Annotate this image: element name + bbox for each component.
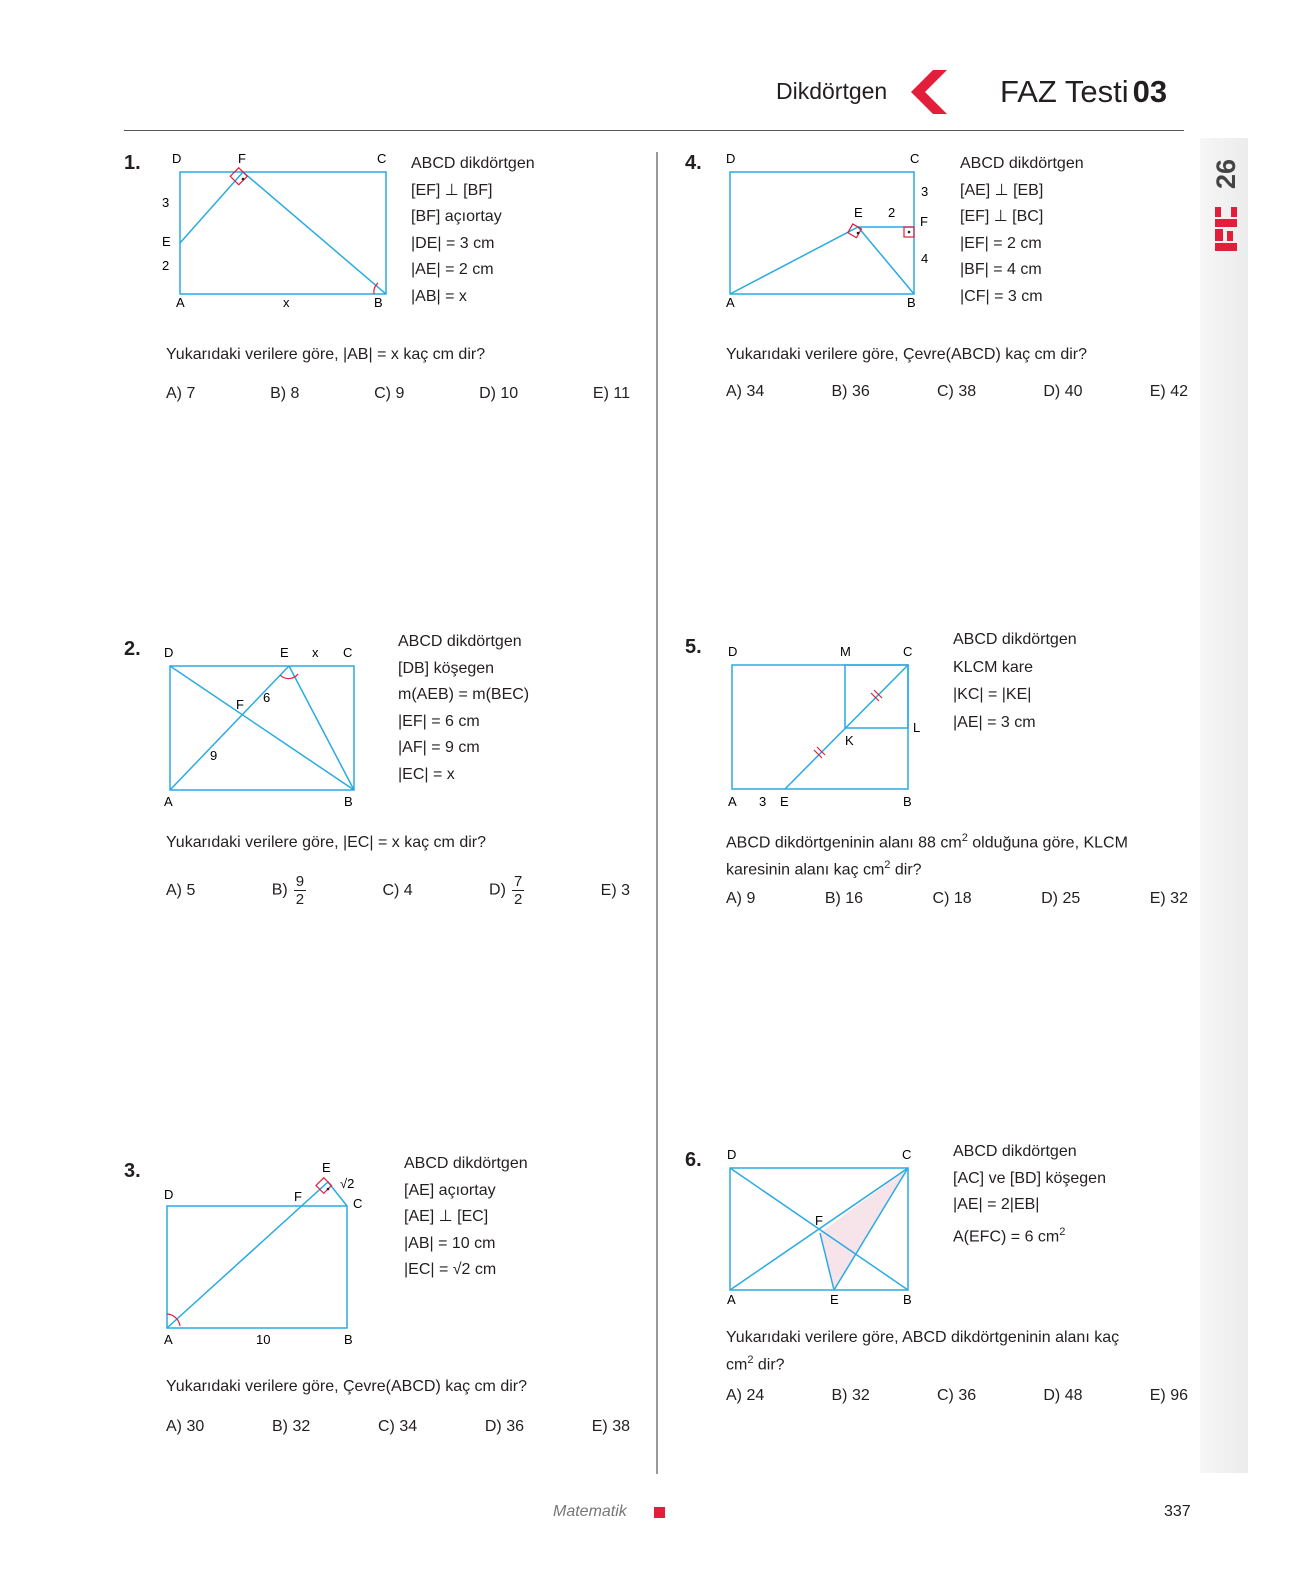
fig-label: D [172, 151, 182, 166]
question-4-options [726, 383, 1188, 401]
option[interactable]: A) 9 [726, 890, 756, 907]
page-number: 337 [1164, 1503, 1191, 1520]
option[interactable]: C) 18 [932, 890, 972, 907]
fig-label: C [910, 151, 920, 166]
option[interactable]: A) 7 [166, 385, 196, 402]
fig-label: C [353, 1196, 363, 1211]
fig-label: A [726, 295, 735, 310]
fig-label: B [903, 1292, 912, 1307]
question-2-figure [150, 636, 390, 811]
fig-label: D [727, 1147, 737, 1162]
question-3-text: Yukarıdaki verilere göre, Çevre(ABCD) kaç cm dir? [166, 1378, 528, 1395]
option[interactable]: B) 8 [270, 385, 300, 402]
fig-label: F [238, 151, 246, 166]
side-tab [1200, 138, 1248, 1473]
question-4-figure [718, 150, 938, 315]
question-number: 1. [124, 152, 141, 174]
fig-label: D [728, 644, 738, 659]
fig-label: x [283, 295, 290, 310]
option[interactable]: B) 16 [824, 890, 864, 907]
fig-label: D [726, 151, 736, 166]
fig-label: B [344, 1332, 353, 1347]
fig-label: E [854, 205, 863, 220]
fig-label: B [344, 794, 353, 809]
fig-label: B [903, 794, 912, 809]
option[interactable]: B) 36 [831, 383, 870, 400]
fraction: $\frac{7}{2}$ [513, 873, 523, 908]
fig-label: A [728, 794, 737, 809]
fig-label: 2 [888, 205, 896, 220]
fig-label: 3 [921, 184, 929, 199]
fig-label: C [377, 151, 387, 166]
option[interactable]: D) 40 [1043, 383, 1083, 400]
fig-label: E [830, 1292, 839, 1307]
question-2-text: Yukarıdaki verilere göre, |EC| = x kaç cm dir? [166, 834, 486, 851]
fig-label: 6 [263, 690, 271, 705]
test-number: 03 [1132, 74, 1168, 109]
option[interactable]: B) $\frac{9}{2}$ [271, 873, 305, 908]
fig-label: E [162, 234, 171, 249]
option[interactable]: C) 38 [937, 383, 977, 400]
fig-label: K [845, 733, 854, 748]
fig-label: F [920, 214, 928, 229]
question-4-text: Yukarıdaki verilere göre, Çevre(ABCD) kaç cm dir? [726, 346, 1088, 363]
fig-label: C [903, 644, 913, 659]
fig-label: A [176, 295, 185, 310]
fig-label: E [280, 645, 289, 660]
fig-label: 3 [759, 794, 767, 809]
option[interactable]: E) 42 [1149, 383, 1188, 400]
fig-label: 2 [162, 258, 170, 273]
question-6-options [726, 1387, 1188, 1405]
fig-label: C [343, 645, 353, 660]
fig-label: 9 [210, 748, 218, 763]
fig-label: x [312, 645, 319, 660]
question-number: 3. [124, 1160, 141, 1182]
option[interactable]: E) 38 [591, 1418, 630, 1435]
option[interactable]: D) $\frac{7}{2}$ [489, 873, 523, 908]
question-2-options [166, 873, 630, 908]
fraction: $\frac{9}{2}$ [295, 873, 305, 908]
fig-label: √2 [340, 1176, 355, 1191]
option[interactable]: D) 48 [1043, 1387, 1083, 1404]
option[interactable]: E) 96 [1149, 1387, 1188, 1404]
question-1-options [166, 385, 630, 403]
option[interactable]: C) 4 [382, 881, 413, 899]
option[interactable]: A) 5 [166, 881, 196, 899]
question-4-given: ABCD dikdörtgen [AE] ⊥ [EB] [EF] ⊥ [BC] |EF| = 2 cm |BF| = 4 cm |CF| = 3 cm [960, 155, 1084, 305]
fig-label: A [727, 1292, 736, 1307]
option[interactable]: B) 32 [831, 1387, 870, 1404]
option[interactable]: A) 30 [166, 1418, 205, 1435]
fig-label: 4 [921, 251, 929, 266]
fig-label: F [815, 1213, 823, 1228]
option[interactable]: D) 10 [479, 385, 519, 402]
option[interactable]: C) 9 [374, 385, 405, 402]
chevron-left-icon [905, 68, 949, 116]
question-number: 4. [685, 152, 702, 174]
fig-label: 3 [162, 195, 170, 210]
fig-label: A [164, 794, 173, 809]
question-5-options [726, 890, 1188, 908]
question-6-given: ABCD dikdörtgen [AC] ve [BD] köşegen |AE| = 2|EB| A(EFC) = 6 $cm^2$ [953, 1143, 1106, 1245]
question-5-text: ABCD dikdörtgeninin alanı 88 $cm^2$ olduğuna göre, KLCM karesinin alanı kaç $cm^2$ dir? [726, 832, 1128, 879]
header-topic: Dikdörtgen [776, 78, 888, 104]
option[interactable]: A) 34 [726, 383, 765, 400]
option[interactable]: D) 25 [1041, 890, 1081, 907]
fig-label: F [236, 697, 244, 712]
fig-label: L [913, 720, 921, 735]
option[interactable]: C) 34 [378, 1418, 418, 1435]
question-3-options [166, 1418, 630, 1436]
fig-label: C [902, 1147, 912, 1162]
option[interactable]: B) 32 [272, 1418, 311, 1435]
option[interactable]: A) 24 [726, 1387, 765, 1404]
column-divider [656, 152, 658, 1474]
side-tab-number: 26 [1210, 158, 1241, 190]
fig-label: E [322, 1160, 331, 1175]
footer-square-icon [654, 1507, 665, 1518]
question-number: 6. [685, 1149, 702, 1171]
fig-label: D [164, 1187, 174, 1202]
fig-label: B [374, 295, 383, 310]
header-test-title: FAZ Testi 03 [1000, 74, 1168, 109]
question-5-figure [718, 636, 938, 811]
option[interactable]: E) 11 [592, 385, 630, 402]
fig-label: F [294, 1189, 302, 1204]
option[interactable]: D) 36 [484, 1418, 524, 1435]
fig-label: M [840, 644, 851, 659]
question-6-figure [718, 1146, 938, 1311]
question-1-text: Yukarıdaki verilere göre, |AB| = x kaç cm dir? [166, 346, 486, 363]
question-3-given: ABCD dikdörtgen [AE] açıortay [AE] ⊥ [EC] |AB| = 10 cm |EC| = √2 cm [404, 1155, 528, 1278]
question-number: 2. [124, 638, 141, 660]
faz-logo-icon [1210, 204, 1242, 254]
question-3-figure [150, 1154, 390, 1347]
fig-label: D [164, 645, 174, 660]
option[interactable]: C) 36 [937, 1387, 977, 1404]
question-6-text: Yukarıdaki verilere göre, ABCD dikdörtgeninin alanı kaç $cm^2$ dir? [726, 1329, 1120, 1374]
question-5-given: ABCD dikdörtgen KLCM kare |KC| = |KE| |AE| = 3 cm [953, 631, 1077, 731]
question-1-given: ABCD dikdörtgen [EF] ⊥ [BF] [BF] açıortay |DE| = 3 cm |AE| = 2 cm |AB| = x [411, 155, 535, 305]
header-rule [124, 130, 1184, 131]
footer-subject: Matematik [553, 1503, 627, 1520]
option[interactable]: E) 3 [600, 881, 630, 899]
fig-label: 10 [256, 1332, 271, 1347]
option[interactable]: E) 32 [1149, 890, 1188, 907]
question-number: 5. [685, 636, 702, 658]
question-1-figure [150, 150, 400, 315]
fig-label: E [780, 794, 789, 809]
question-2-given: ABCD dikdörtgen [DB] köşegen m(AEB) = m(BEC) |EF| = 6 cm |AF| = 9 cm |EC| = x [398, 633, 530, 783]
fig-label: B [907, 295, 916, 310]
fig-label: A [164, 1332, 173, 1347]
